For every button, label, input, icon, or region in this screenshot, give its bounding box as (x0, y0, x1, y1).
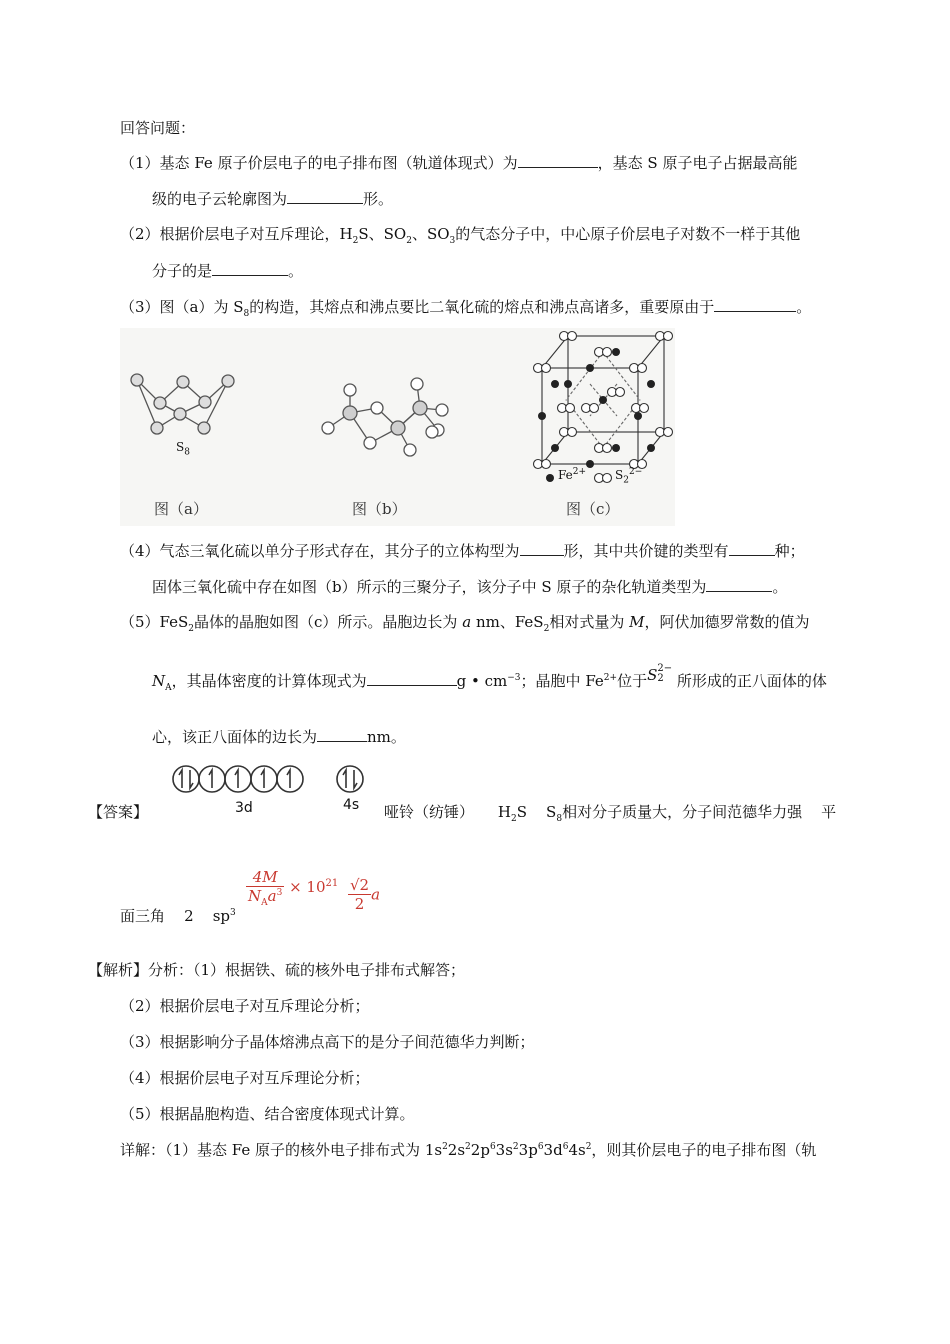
legend-fe: $Fe^{2+}$ (558, 467, 587, 482)
answer-blank[interactable] (317, 726, 367, 742)
edge-length-formula: $\frac{√2}{2}$ a (350, 876, 381, 913)
question-1: （1）基态 Fe 原子价层电子的电子排布图（轨道体现式）为 ，基态 S 原子电子占据最高能 (120, 154, 798, 172)
question-1-cont: 级的电子云轮廓图为 形。 (152, 190, 394, 208)
analysis-line-5: （5）根据晶胞构造、结合密度体现式计算。 (120, 1105, 415, 1123)
question-2: （2）根据价层电子对互斥理论，$H_2S$、$SO_2$、$SO_3$的气态分子中，中心原子价层电子对数不一样于其他 (120, 225, 801, 246)
caption-b: 图（b） (352, 500, 407, 518)
caption-a: 图（a） (154, 500, 208, 518)
question-4-cont: 固体三氧化硫中存在如图（b）所示的三聚分子，该分子中 S 原子的杂化轨道类型为 。 (152, 578, 788, 596)
s8-label: $S_8$ (176, 440, 190, 458)
question-3: （3）图（a）为 $S_8$的构造，其熔点和沸点要比二氧化硫的熔点和沸点高诸多，重要原由于 。 (120, 298, 812, 319)
answer-line-2: 面三角 2 $sp^3$ (120, 907, 236, 925)
analysis-line-3: （3）根据影响分子晶体熔沸点高下的是分子间范德华力判断； (120, 1033, 535, 1051)
analysis-detail: 详解：（1）基态 Fe 原子的核外电子排布式为 $1s^22s^22p^63s^23p^63d^64s^2$，则其价层电子的电子排布图（轨 (120, 1141, 817, 1159)
answer-blank[interactable] (706, 576, 772, 592)
structure-figure (120, 328, 675, 526)
answer-label: 【答案】 (88, 803, 149, 821)
answer-blank[interactable] (518, 152, 598, 168)
question-5: （5）FeS$_2$晶体的晶胞如图（c）所示。晶胞边长为 a nm、FeS$_2$相对式量为 M，阿伏加德罗常数的值为 (120, 613, 810, 634)
orbital-4s-label: 4s (343, 797, 360, 813)
question-5-line-2: $N_A$，其晶体密度的计算体现式为 g • $cm^{-3}$；晶胞中 $Fe^{2+}$位于S 2− 2 所形成的正八面体的体 (152, 663, 827, 693)
question-4: （4）气态三氧化硫以单分子形式存在，其分子的立体构型为 形，其中共价键的类型有 种； (120, 542, 805, 560)
answer-blank[interactable] (714, 296, 796, 312)
fes2-cell-diagram (534, 332, 673, 486)
so3-trimer-diagram (322, 378, 448, 456)
answer-blank[interactable] (367, 670, 457, 686)
answer-blank[interactable] (729, 540, 775, 556)
intro-text: 回答问题： (120, 119, 196, 137)
s8-ring-diagram (131, 374, 234, 434)
density-formula: $\frac{4M}{N_Aa^3}$ × $10^{21}$ (248, 868, 339, 908)
analysis-head: 【解析】分析：（1）根据铁、硫的核外电子排布式解答； (88, 961, 466, 979)
question-2-cont: 分子的是 。 (152, 262, 304, 280)
caption-c: 图（c） (566, 500, 620, 518)
answer-blank[interactable] (287, 188, 363, 204)
answer-blank[interactable] (520, 540, 564, 556)
question-5-cont: 心，该正八面体的边长为 nm。 (152, 728, 406, 746)
analysis-line-4: （4）根据价层电子对互斥理论分析； (120, 1069, 370, 1087)
analysis-line-2: （2）根据价层电子对互斥理论分析； (120, 997, 370, 1015)
structure-diagrams (120, 328, 675, 526)
answer-line-1: 哑铃（纺锤） $H_2S$ $S_8$相对分子质量大，分子间范德华力强 平 (384, 803, 837, 824)
legend-s2: $S_2^{2-}$ (615, 467, 643, 486)
orbital-3d-label: 3d (235, 800, 253, 816)
answer-blank[interactable] (212, 260, 288, 276)
